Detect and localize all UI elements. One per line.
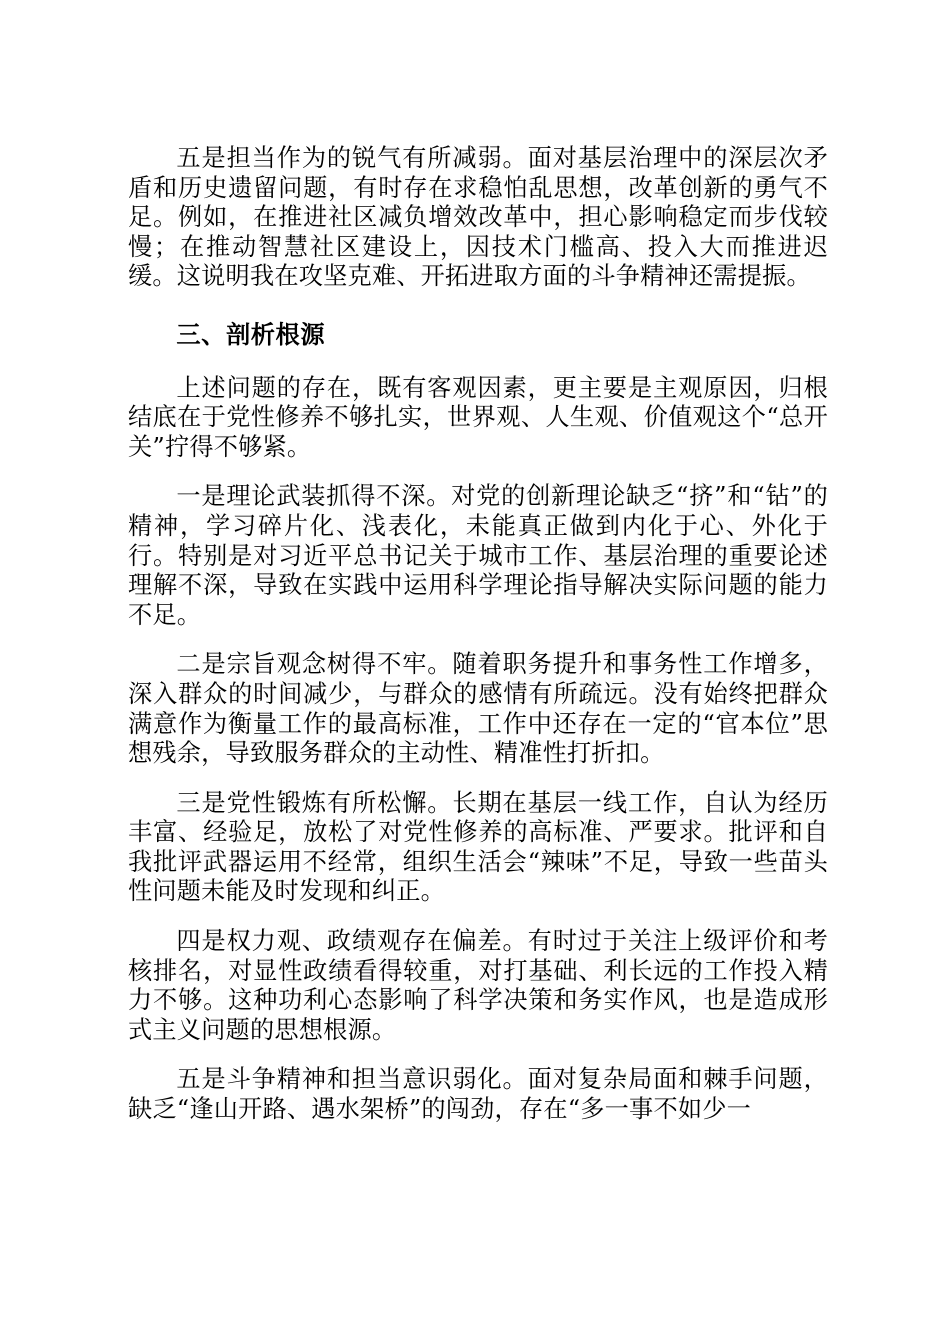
paragraph-theory-study: 一是理论武装抓得不深。对党的创新理论缺乏“挤”和“钻”的精神，学习碎片化、浅表化，未能真正做到内化于心、外化于行。特别是对习近平总书记关于城市工作、基层治理的重要论述理解不深，导致在实践中运用科学理论指导解决实际问题的能力不足。 xyxy=(128,482,828,629)
paragraph-purpose-concept: 二是宗旨观念树得不牢。随着职务提升和事务性工作增多，深入群众的时间减少，与群众的感情有所疏远。没有始终把群众满意作为衡量工作的最高标准，工作中还存在一定的“官本位”思想残余，导致服务群众的主动性、精准性打折扣。 xyxy=(128,650,828,768)
section-heading-root-cause: 三、剖析根源 xyxy=(176,319,326,349)
document-body xyxy=(128,144,828,1145)
paragraph-courage-weakened: 五是担当作为的锐气有所减弱。面对基层治理中的深层次矛盾和历史遗留问题，有时存在求稳怕乱思想，改革创新的勇气不足。例如，在推进社区减负增效改革中，担心影响稳定而步伐较慢；在推动智慧社区建设上，因技术门槛高、投入大而推进迟缓。这说明我在攻坚克难、开拓进取方面的斗争精神还需提振。 xyxy=(128,144,828,291)
paragraph-root-cause-intro: 上述问题的存在，既有客观因素，更主要是主观原因，归根结底在于党性修养不够扎实，世界观、人生观、价值观这个“总开关”拧得不够紧。 xyxy=(128,373,828,461)
paragraph-struggle-spirit: 五是斗争精神和担当意识弱化。面对复杂局面和棘手问题，缺乏“逢山开路、遇水架桥”的闯劲，存在“多一事不如少一 xyxy=(128,1065,828,1124)
paragraph-party-spirit: 三是党性锻炼有所松懈。长期在基层一线工作，自认为经历丰富、经验足，放松了对党性修养的高标准、严要求。批评和自我批评武器运用不经常，组织生活会“辣味”不足，导致一些苗头性问题未能及时发现和纠正。 xyxy=(128,788,828,906)
paragraph-power-view: 四是权力观、政绩观存在偏差。有时过于关注上级评价和考核排名，对显性政绩看得较重，对打基础、利长远的工作投入精力不够。这种功利心态影响了科学决策和务实作风，也是造成形式主义问题的思想根源。 xyxy=(128,927,828,1044)
